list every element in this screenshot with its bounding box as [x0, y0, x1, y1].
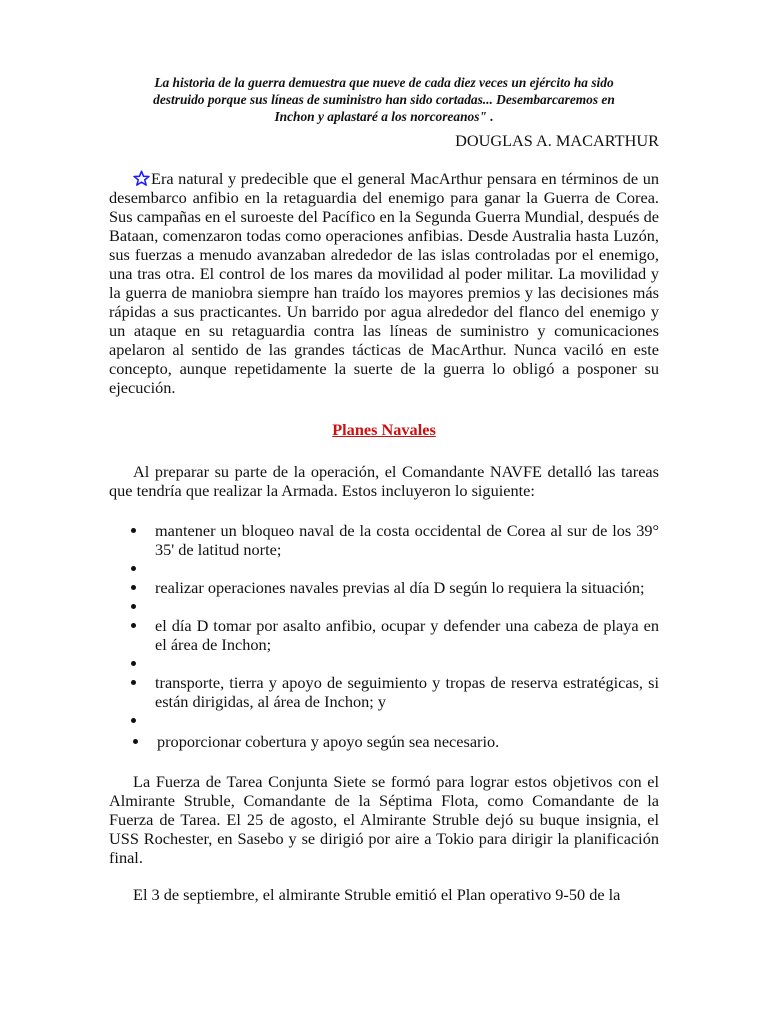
list-item-text: realizar operaciones navales previas al día D según lo requiera la situación; — [155, 578, 645, 597]
list-item — [109, 578, 659, 597]
bullet-icon — [131, 585, 136, 590]
bullet-icon — [133, 739, 138, 744]
tasks-intro-paragraph: Al preparar su parte de la operación, el Comandante NAVFE detalló las tareas que tendría que realizar la Armada. Estos incluyeron lo siguiente: — [109, 462, 659, 500]
bullet-icon — [131, 661, 136, 666]
section-heading: Planes Navales — [332, 420, 436, 439]
list-item — [109, 732, 659, 751]
quote-author: DOUGLAS A. MACARTHUR — [455, 131, 659, 150]
quote-line-2: destruido porque sus líneas de suministro han sido cortadas... Desembarcaremos en — [153, 92, 615, 107]
bullet-icon — [131, 604, 136, 609]
bullet-icon — [131, 718, 136, 723]
empty-list-item — [109, 597, 659, 616]
list-item — [109, 673, 659, 711]
list-item-text: el día D tomar por asalto anfibio, ocupar y defender una cabeza de playa en el área de Inchon; — [155, 616, 659, 654]
bullet-icon — [131, 623, 136, 628]
intro-paragraph — [109, 169, 659, 397]
bullet-icon — [131, 528, 136, 533]
intro-paragraph-text: Era natural y predecible que el general MacArthur pensara en términos de un desembarco anfibio en la retaguardia del enemigo para ganar la Guerra de Corea. Sus campañas en el suroeste del Pacífico en la Segunda Guerra Mundial, después de Bataan, comenzaron todas como operaciones anfibias. Desde Australia hasta Luzón, sus fuerzas a menudo avanzaban alrededor de las islas controladas por el enemigo, una tras otra. El control de los mares da movilidad al poder militar. La movilidad y la guerra de maniobra siempre han traído los mayores premios y las decisiones más rápidas a sus practicantes. Un barrido por agua alrededor del flanco del enemigo y un ataque en su retaguardia contra las líneas de suministro y comunicaciones apelaron al sentido de las grandes tácticas de MacArthur. Nunca vaciló en este concepto, aunque repetidamente la suerte de la guerra lo obligó a posponer su ejecución. — [109, 169, 659, 397]
task-force-paragraph: La Fuerza de Tarea Conjunta Siete se formó para lograr estos objetivos con el Almirante Struble, Comandante de la Séptima Flota, como Comandante de la Fuerza de Tarea. El 25 de agosto, el Almirante Struble dejó su buque insignia, el USS Rochester, en Sasebo y se dirigió por aire a Tokio para dirigir la planificación final. — [109, 772, 659, 867]
empty-list-item — [109, 711, 659, 730]
quote-line-3: Inchon y aplastaré a los norcoreanos" . — [274, 109, 494, 124]
empty-list-item — [109, 654, 659, 673]
task-list — [109, 521, 659, 751]
list-item — [109, 616, 659, 654]
list-item — [109, 521, 659, 559]
quote-line-1: La historia de la guerra demuestra que nueve de cada diez veces un ejército ha sido — [154, 75, 614, 90]
list-item-text: proporcionar cobertura y apoyo según sea necesario. — [157, 732, 500, 751]
list-item-text: mantener un bloqueo naval de la costa occidental de Corea al sur de los 39° 35' de latitud norte; — [155, 521, 659, 559]
empty-list-item — [109, 559, 659, 578]
list-item-text: transporte, tierra y apoyo de seguimiento y tropas de reserva estratégicas, si están dirigidas, al área de Inchon; y — [155, 673, 659, 711]
epigraph-quote — [109, 74, 659, 125]
star-icon — [133, 170, 150, 187]
document-page — [109, 74, 659, 904]
operation-plan-paragraph: El 3 de septiembre, el almirante Struble emitió el Plan operativo 9-50 de la — [133, 885, 621, 904]
bullet-icon — [131, 680, 136, 685]
bullet-icon — [131, 566, 136, 571]
